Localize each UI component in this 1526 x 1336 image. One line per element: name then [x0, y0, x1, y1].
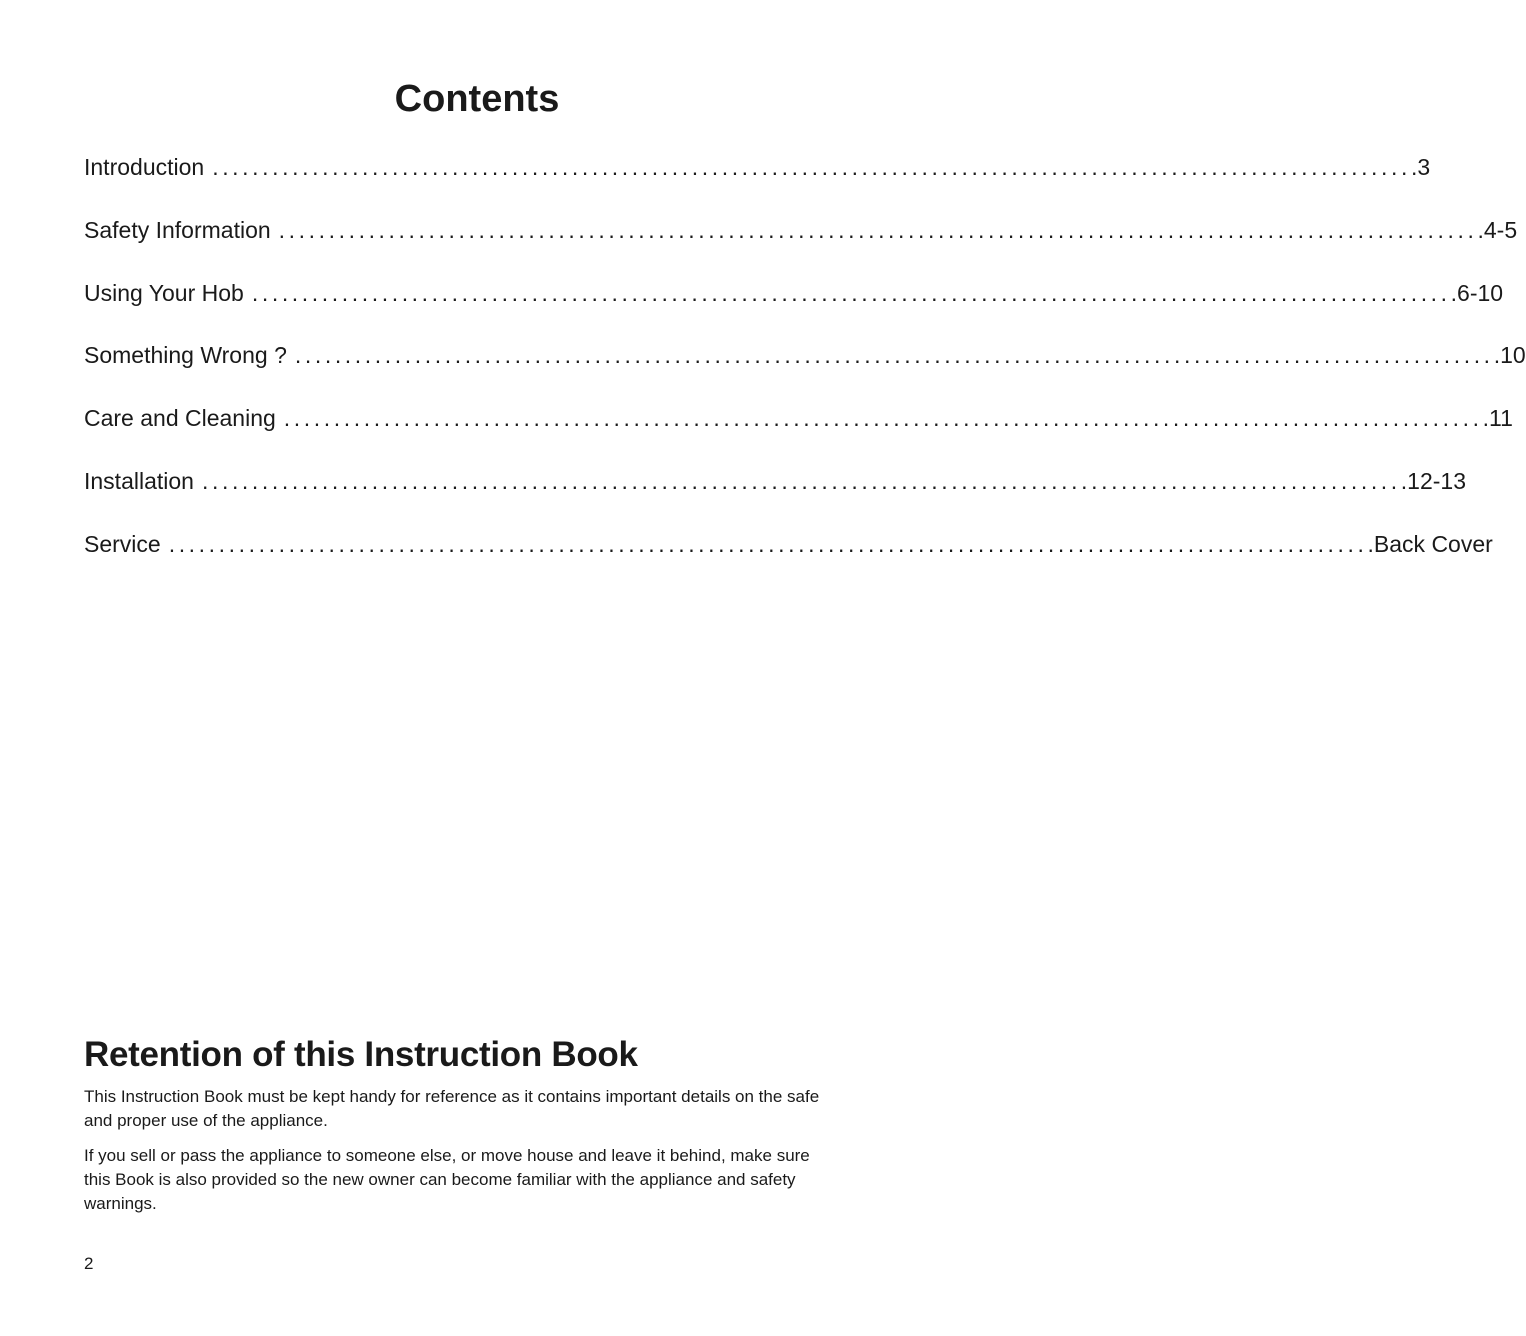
toc-entry-page: .Back Cover: [1367, 530, 1493, 557]
toc-entry-label: Something Wrong ?: [84, 342, 287, 369]
toc-entry-safety-information[interactable]: [84, 210, 1518, 273]
toc-entry-label: Using Your Hob: [84, 279, 244, 306]
toc-dot-leader: ........................................................................................................................: [201, 467, 1401, 494]
page-number: 2: [84, 1254, 94, 1273]
retention-heading: Retention of this Instruction Book: [84, 1035, 638, 1074]
toc-entry-using-your-hob[interactable]: [84, 273, 1504, 336]
toc-entry-page: .6-10: [1450, 279, 1504, 306]
toc-dot-leader: ........................................................................................................................: [212, 154, 1412, 180]
toc-entry-page: .4-5: [1477, 216, 1518, 243]
toc-entry-label: Service: [84, 530, 161, 557]
toc-entry-label: Safety Information: [84, 216, 271, 243]
contents-title: Contents: [394, 78, 560, 120]
toc-entry-label: Installation: [84, 467, 194, 494]
toc-entry-page: .12-13: [1400, 467, 1467, 494]
table-of-contents: [84, 147, 1526, 587]
toc-dot-leader: ........................................................................................................................: [283, 405, 1483, 432]
retention-paragraph-1: This Instruction Book must be kept handy for reference as it contains important details on the safe and proper use of the appliance.: [84, 1087, 820, 1130]
toc-dot-leader: ........................................................................................................................: [278, 216, 1478, 243]
toc-dot-leader: ........................................................................................................................: [294, 342, 1494, 369]
toc-entry-page: .10: [1493, 342, 1526, 369]
toc-entry-installation[interactable]: [84, 461, 1467, 524]
toc-entry-something-wrong[interactable]: [84, 335, 1526, 398]
toc-entry-label: Introduction: [84, 154, 205, 180]
retention-paragraph-2: If you sell or pass the appliance to someone else, or move house and leave it behind, make sure this Book is also provided so the new owner can become familiar with the appliance and safety warnings.: [84, 1146, 810, 1213]
toc-dot-leader: ........................................................................................................................: [168, 530, 1368, 557]
toc-entry-introduction[interactable]: [84, 147, 1431, 210]
toc-entry-page: .3: [1411, 154, 1431, 180]
toc-entry-service[interactable]: [84, 524, 1493, 587]
toc-entry-care-and-cleaning[interactable]: [84, 398, 1513, 461]
toc-dot-leader: ........................................................................................................................: [251, 279, 1451, 306]
toc-entry-page: .11: [1482, 405, 1513, 432]
toc-entry-label: Care and Cleaning: [84, 405, 276, 432]
